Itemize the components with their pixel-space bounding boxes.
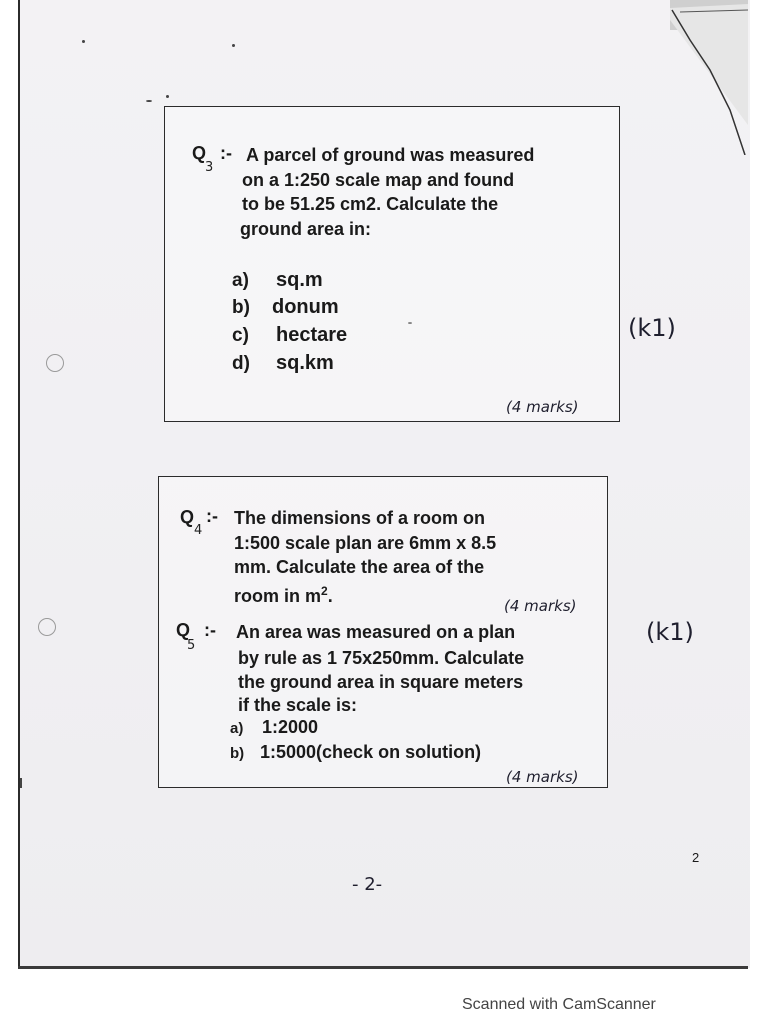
question-4-marks: (4 marks) bbox=[504, 597, 577, 615]
question-3-label: Q bbox=[192, 143, 207, 163]
question-3-option-d-letter: d) bbox=[232, 353, 250, 374]
question-3-option-a-text: sq.m bbox=[276, 269, 323, 291]
question-5-label: Q bbox=[176, 620, 191, 640]
punch-hole bbox=[38, 618, 56, 636]
question-3-number: 3 bbox=[205, 160, 214, 175]
question-3-option-b-letter: b) bbox=[232, 297, 250, 318]
question-5-line-3: the ground area in square meters bbox=[238, 672, 524, 692]
question-5-option-b-letter: b) bbox=[230, 745, 245, 762]
speck bbox=[166, 95, 169, 98]
speck bbox=[20, 778, 22, 788]
punch-hole bbox=[46, 354, 64, 372]
question-5-separator: :- bbox=[204, 620, 216, 640]
question-4-line-4-text: room in m bbox=[234, 586, 322, 606]
question-4-line-4-end: . bbox=[327, 586, 333, 606]
question-5-margin-note: (k1) bbox=[646, 618, 694, 646]
scanner-footer: Scanned with CamScanner bbox=[462, 996, 656, 1013]
question-3-line-1: A parcel of ground was measured bbox=[246, 145, 535, 165]
question-4-number: 4 bbox=[194, 523, 203, 538]
question-3-margin-note: (k1) bbox=[628, 314, 676, 342]
question-5-option-a-text: 1:2000 bbox=[262, 717, 319, 737]
speck bbox=[232, 44, 235, 47]
paper-edge bbox=[18, 966, 748, 969]
question-4-line-4 bbox=[234, 579, 333, 609]
question-5-option-a-letter: a) bbox=[230, 720, 244, 737]
question-3-line-2: on a 1:250 scale map and found bbox=[242, 170, 515, 190]
speck bbox=[82, 40, 85, 43]
page-corner-fold bbox=[670, 0, 748, 155]
question-5-line-1: An area was measured on a plan bbox=[236, 622, 516, 642]
speck bbox=[146, 100, 152, 102]
question-4-line-3: mm. Calculate the area of the bbox=[234, 557, 485, 577]
question-3-marks: (4 marks) bbox=[506, 398, 579, 416]
question-5-marks: (4 marks) bbox=[506, 768, 579, 786]
page-number: 2 bbox=[692, 850, 700, 865]
question-5-number: 5 bbox=[187, 638, 196, 653]
question-4-label: Q bbox=[180, 507, 195, 527]
question-3-separator: :- bbox=[220, 143, 232, 163]
question-5-option-b-text: 1:5000(check on solution) bbox=[260, 742, 482, 762]
question-3-option-a-letter: a) bbox=[232, 270, 249, 291]
question-3-line-4: ground area in: bbox=[240, 219, 372, 239]
question-3-option-c-text: hectare bbox=[276, 324, 348, 346]
question-3-option-b-text: donum bbox=[272, 296, 339, 318]
question-4-line-2: 1:500 scale plan are 6mm x 8.5 bbox=[234, 533, 497, 553]
question-3-line-3: to be 51.25 cm2. Calculate the bbox=[242, 194, 499, 214]
question-5-line-4: if the scale is: bbox=[238, 695, 358, 715]
question-4-line-1: The dimensions of a room on bbox=[234, 508, 486, 528]
question-3-option-c-letter: c) bbox=[232, 325, 249, 346]
handwritten-page-number: - 2- bbox=[352, 874, 383, 895]
question-3-option-d-text: sq.km bbox=[276, 352, 334, 374]
question-4-exponent: 2 bbox=[321, 584, 328, 598]
question-4-separator: :- bbox=[206, 506, 218, 526]
question-5-line-2: by rule as 1 75x250mm. Calculate bbox=[238, 648, 525, 668]
